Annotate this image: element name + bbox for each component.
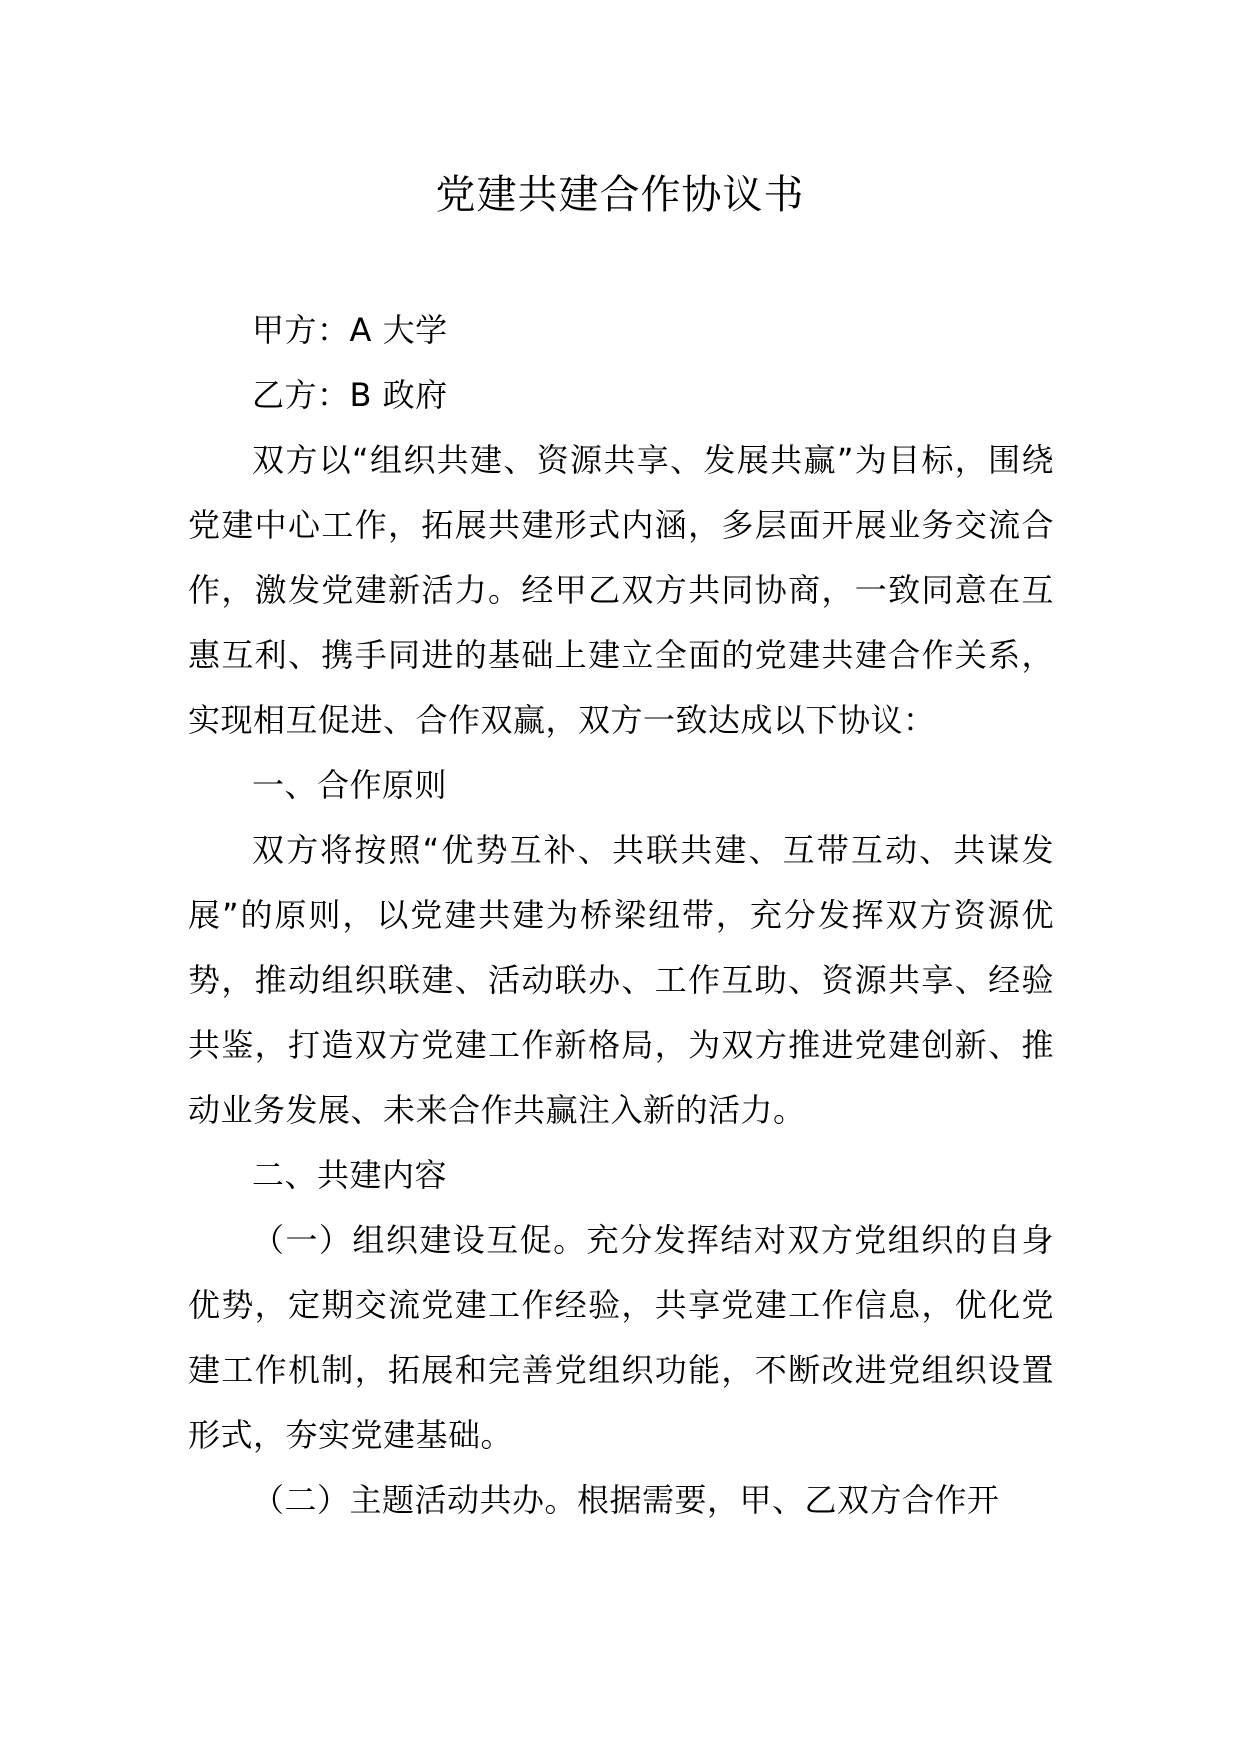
party-a-line: 甲方：A 大学 [252, 311, 448, 349]
party-b-line: 乙方：B 政府 [252, 376, 448, 414]
document-title: 党建共建合作协议书 [435, 172, 805, 218]
section-heading-principles: 一、合作原则 [252, 766, 448, 804]
content-item-2: （二）主题活动共办。根据需要，甲、乙双方合作开 [252, 1481, 1000, 1519]
principles-paragraph: 双方将按照“优势互补、共联共建、互带互动、共谋发展”的原则，以党建共建为桥梁纽带，充分发挥双方资源优势，推动组织联建、活动联办、工作互助、资源共享、经验共鉴，打造双方党建工作新格局，为双方推进党建创新、推动业务发展、未来合作共赢注入新的活力。 [188, 831, 1054, 1129]
content-item-1: （一）组织建设互促。充分发挥结对双方党组织的自身优势，定期交流党建工作经验，共享党建工作信息，优化党建工作机制，拓展和完善党组织功能，不断改进党组织设置形式，夯实党建基础。 [188, 1221, 1054, 1454]
section-heading-content: 二、共建内容 [252, 1156, 448, 1194]
intro-paragraph: 双方以“组织共建、资源共享、发展共赢”为目标，围绕党建中心工作，拓展共建形式内涵，多层面开展业务交流合作，激发党建新活力。经甲乙双方共同协商，一致同意在互惠互利、携手同进的基础上建立全面的党建共建合作关系，实现相互促进、合作双赢，双方一致达成以下协议： [188, 441, 1054, 739]
document-body [188, 298, 1054, 1533]
